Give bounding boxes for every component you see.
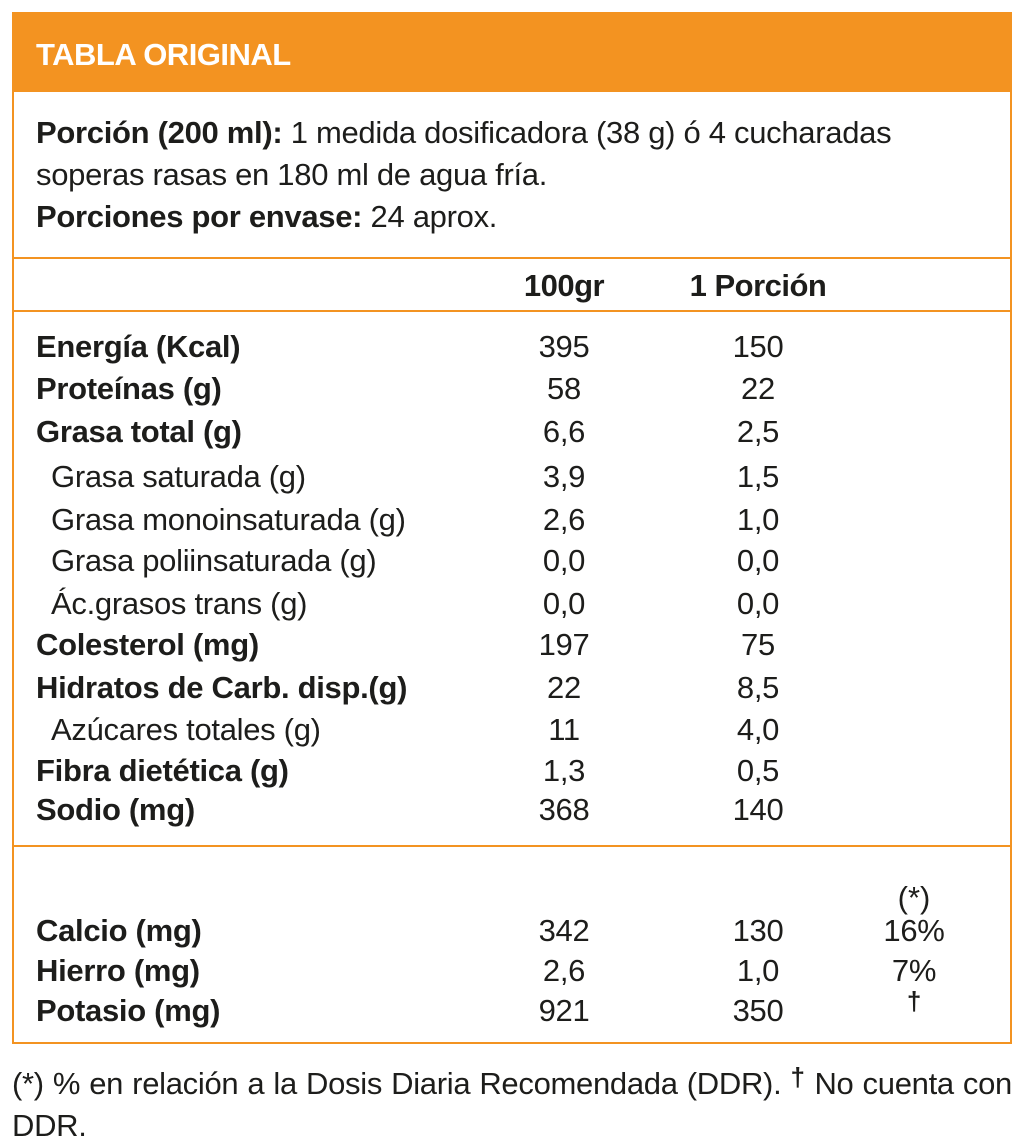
value-100gr: 921 [538,993,590,1028]
divider [14,310,1010,312]
table-row [14,667,1010,709]
table-row [14,624,1010,666]
value-portion: 1,0 [736,953,780,988]
nutrient-label: Sodio (mg) [36,792,195,827]
footnote [12,1056,1012,1147]
value-portion: 4,0 [736,712,780,747]
nutrient-label: Grasa poliinsaturada (g) [51,543,377,578]
table-row [14,540,1010,582]
value-portion: 150 [732,329,784,364]
footnote-text-end: No cuenta con DDR. [12,1066,1012,1143]
value-100gr: 11 [548,712,580,747]
column-header-100gr: 100gr [523,268,605,303]
value-100gr: 368 [538,792,590,827]
nutrient-label: Grasa saturada (g) [51,459,306,494]
value-portion: 75 [741,627,775,662]
table-row [14,986,1010,1032]
value-100gr: 2,6 [542,502,586,537]
table-row [14,326,1010,368]
table-row [14,583,1010,625]
value-portion: 0,5 [736,753,780,788]
value-portion: 1,5 [736,459,780,494]
serving-info [36,112,1006,238]
nutrient-label: Grasa monoinsaturada (g) [51,502,406,537]
value-portion: 8,5 [736,670,780,705]
value-portion: 22 [741,371,775,406]
value-ddr: 16% [883,913,945,948]
value-100gr: 2,6 [542,953,586,988]
nutrient-label: Fibra dietética (g) [36,753,289,788]
value-100gr: 0,0 [542,586,586,621]
nutrient-label: Potasio (mg) [36,993,221,1028]
dagger-symbol: † [790,1062,806,1092]
column-header-portion: 1 Porción [689,268,827,303]
value-100gr: 3,9 [542,459,586,494]
portion-line [36,112,1006,196]
footnote-text: (*) % en relación a la Dosis Diaria Recomendada (DDR). [12,1066,791,1101]
nutrient-label: Hierro (mg) [36,953,200,988]
table-row [14,709,1010,751]
table-row [14,368,1010,410]
table-row [14,499,1010,541]
value-portion: 350 [732,993,784,1028]
value-portion: 130 [732,913,784,948]
value-portion: 140 [732,792,784,827]
nutrient-label: Hidratos de Carb. disp.(g) [36,670,408,705]
value-100gr: 58 [547,371,581,406]
nutrient-label: Proteínas (g) [36,371,222,406]
servings-line [36,196,1006,238]
table-row [14,411,1010,453]
divider [14,257,1010,259]
nutrient-label: Colesterol (mg) [36,627,259,662]
servings-text: 24 aprox. [362,199,498,234]
table-row [14,789,1010,831]
nutrient-label: Energía (Kcal) [36,329,241,364]
portion-text: 1 medida dosificadora (38 g) ó 4 cucharadas soperas rasas en 180 ml de agua fría. [36,115,892,192]
value-portion: 2,5 [736,414,780,449]
value-100gr: 22 [547,670,581,705]
nutrient-label: Azúcares totales (g) [51,712,321,747]
nutrition-table [12,12,1012,1044]
value-100gr: 342 [538,913,590,948]
value-100gr: 0,0 [542,543,586,578]
value-100gr: 1,3 [542,753,586,788]
portion-label: Porción (200 ml): [36,115,283,150]
value-ddr: 7% [891,953,937,988]
value-ddr: † [906,986,922,1016]
table-row [14,910,1010,952]
value-portion: 0,0 [736,543,780,578]
value-100gr: 6,6 [542,414,586,449]
nutrient-label: Grasa total (g) [36,414,242,449]
servings-label: Porciones por envase: [36,199,363,234]
table-title: TABLA ORIGINAL [14,14,1010,92]
divider [14,845,1010,847]
value-100gr: 197 [538,627,590,662]
ddr-column-mark: (*) [897,880,931,915]
table-row [14,456,1010,498]
value-portion: 1,0 [736,502,780,537]
nutrient-label: Ác.grasos trans (g) [51,586,308,621]
table-row [14,750,1010,792]
value-100gr: 395 [538,329,590,364]
nutrient-label: Calcio (mg) [36,913,202,948]
value-portion: 0,0 [736,586,780,621]
